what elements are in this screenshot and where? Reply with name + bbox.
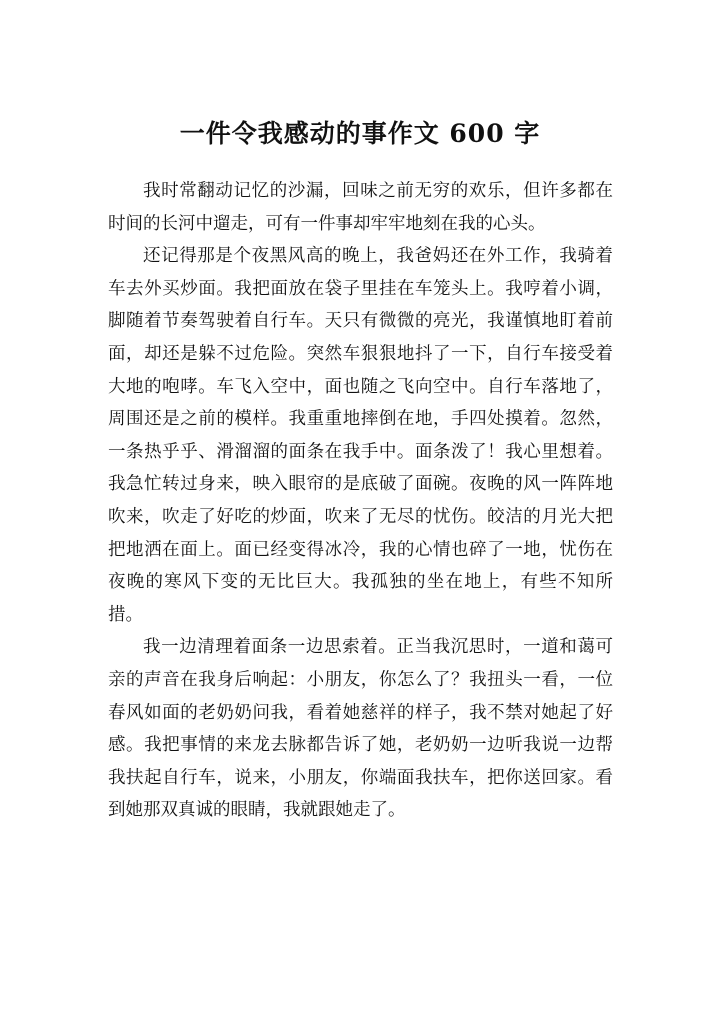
paragraph-intro: 我时常翻动记忆的沙漏，回味之前无穷的欢乐，但许多都在时间的长河中遛走，可有一件事却牢牢地刻在我的心头。: [108, 181, 613, 234]
document-title: 一件令我感动的事作文 600 字: [179, 119, 541, 148]
paragraph-grandma: 我一边清理着面条一边思索着。正当我沉思时，一道和蔼可亲的声音在我身后响起：小朋友，你怎么了？我扭头一看，一位春风如面的老奶奶问我，看着她慈祥的样子，我不禁对她起了好感。我把事情的来龙去脉都告诉了她，老奶奶一边听我说一边帮我扶起自行车，说来，小朋友，你端面我扶车，把你送回家。看到她那双真诚的眼睛，我就跟她走了。: [108, 637, 613, 821]
paragraph-accident: 还记得那是个夜黑风高的晚上，我爸妈还在外工作，我骑着车去外买炒面。我把面放在袋子里挂在车笼头上。我哼着小调，脚随着节奏驾驶着自行车。天只有微微的亮光，我谨慎地盯着前面，却还是躲不过危险。突然车狠狠地抖了一下，自行车接受着大地的咆哮。车飞入空中，面也随之飞向空中。自行车落地了，周围还是之前的模样。我重重地摔倒在地，手四处摸着。忽然，一条热乎乎、滑溜溜的面条在我手中。面条泼了！我心里想着。我急忙转过身来，映入眼帘的是底破了面碗。夜晚的风一阵阵地吹来，吹走了好吃的炒面，吹来了无尽的忧伤。皎洁的月光大把把地洒在面上。面已经变得冰冷，我的心情也碎了一地，忧伤在夜晚的寒风下变的无比巨大。我孤独的坐在地上，有些不知所措。: [108, 246, 613, 625]
document-body: [108, 175, 613, 827]
